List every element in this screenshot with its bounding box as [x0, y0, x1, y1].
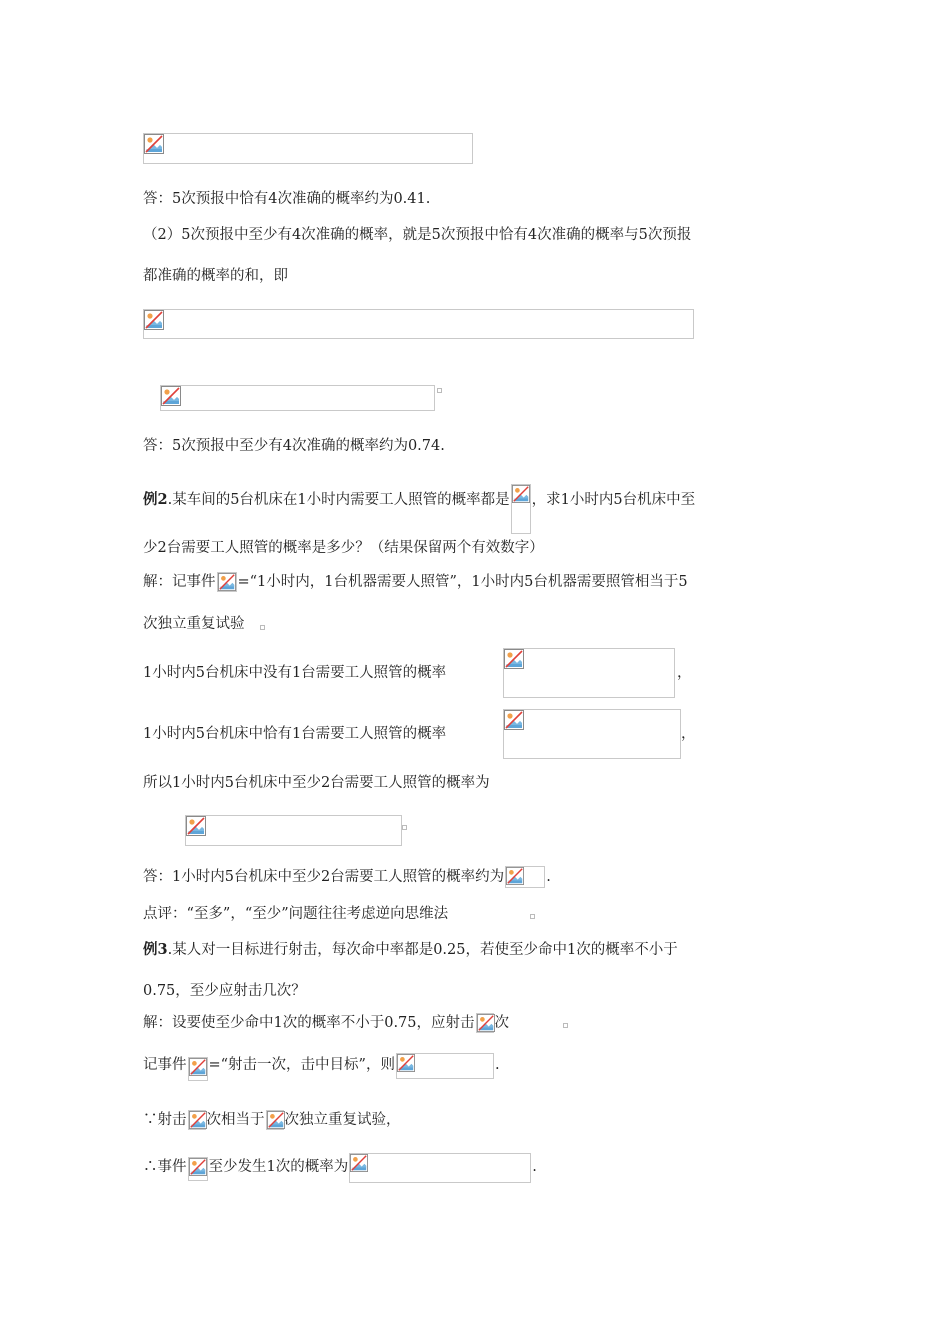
formula-image — [511, 484, 531, 534]
broken-image-icon — [267, 1111, 285, 1129]
paragraph-mark — [563, 1023, 568, 1028]
example-3-question: 例3.某人对一目标进行射击，每次命中率都是0.25，若使至少命中1次的概率不小于 — [143, 941, 678, 958]
comma: ， — [681, 726, 696, 742]
broken-image-icon — [504, 649, 524, 669]
solution-line: 解：记事件 =“1小时内，1台机器需要人照管”，1小时内5台机器需要照管相当于5 — [143, 574, 688, 590]
formula-image — [503, 709, 681, 759]
formula-image — [476, 1013, 494, 1033]
broken-image-icon — [504, 710, 524, 730]
solution-line: 记事件 =“射击一次，击中目标”，则 . — [143, 1053, 500, 1081]
broken-image-icon — [189, 1158, 207, 1176]
solution-line: 解：设要使至少命中1次的概率不小于0.75，应射击 次 — [143, 1015, 510, 1031]
answer-line: 答：5次预报中恰有4次准确的概率约为0.41. — [143, 191, 431, 207]
broken-image-icon — [189, 1111, 207, 1129]
example-2-question: 例2.某车间的5台机床在1小时内需要工人照管的概率都是 ，求1小时内5台机床中至 — [143, 484, 695, 534]
paragraph-line: 都准确的概率的和，即 — [143, 268, 288, 284]
formula-image — [143, 133, 473, 164]
broken-image-icon — [144, 310, 164, 330]
formula-image — [143, 309, 694, 339]
broken-image-icon — [350, 1154, 368, 1172]
comma: ， — [677, 665, 692, 681]
formula-image — [188, 1157, 208, 1181]
paragraph-mark — [437, 388, 442, 393]
paragraph-line: （2）5次预报中至少有4次准确的概率，就是5次预报中恰有4次准确的概率与5次预报 — [143, 227, 692, 243]
answer-line: 答：5次预报中至少有4次准确的概率约为0.74. — [143, 438, 445, 454]
formula-image — [188, 1110, 206, 1130]
formula-image — [349, 1153, 531, 1183]
paragraph-line: 少2台需要工人照管的概率是多少？（结果保留两个有效数字） — [143, 540, 544, 556]
formula-image — [266, 1110, 284, 1130]
paragraph-line: 1小时内5台机床中恰有1台需要工人照管的概率 — [143, 726, 447, 742]
solution-line: ∵射击 次相当于 次独立重复试验， — [143, 1112, 401, 1128]
paragraph-mark — [530, 914, 535, 919]
broken-image-icon — [506, 867, 524, 885]
broken-image-icon — [477, 1014, 495, 1032]
paragraph-mark — [260, 625, 265, 630]
paragraph-line: 次独立重复试验 — [143, 616, 245, 632]
broken-image-icon — [512, 485, 530, 503]
formula-image — [185, 815, 402, 846]
formula-image — [188, 1057, 208, 1081]
broken-image-icon — [218, 573, 236, 591]
solution-line: ∴事件 至少发生1次的概率为 . — [143, 1153, 537, 1183]
broken-image-icon — [397, 1054, 415, 1072]
formula-image — [503, 648, 675, 698]
paragraph-mark — [402, 825, 407, 830]
comment-line: 点评：“至多”，“至少”问题往往考虑逆向思维法 — [143, 906, 449, 922]
formula-image — [505, 866, 545, 888]
broken-image-icon — [189, 1058, 207, 1076]
formula-image — [217, 572, 237, 592]
broken-image-icon — [144, 134, 164, 154]
paragraph-line: 所以1小时内5台机床中至少2台需要工人照管的概率为 — [143, 775, 490, 791]
example-label: 例3 — [143, 941, 168, 958]
broken-image-icon — [186, 816, 206, 836]
answer-line: 答：1小时内5台机床中至少2台需要工人照管的概率约为 . — [143, 866, 551, 888]
formula-image — [396, 1053, 494, 1079]
paragraph-line: 0.75，至少应射击几次？ — [143, 983, 306, 999]
formula-image — [160, 385, 435, 411]
paragraph-line: 1小时内5台机床中没有1台需要工人照管的概率 — [143, 665, 447, 681]
broken-image-icon — [161, 386, 181, 406]
example-label: 例2 — [143, 491, 168, 508]
